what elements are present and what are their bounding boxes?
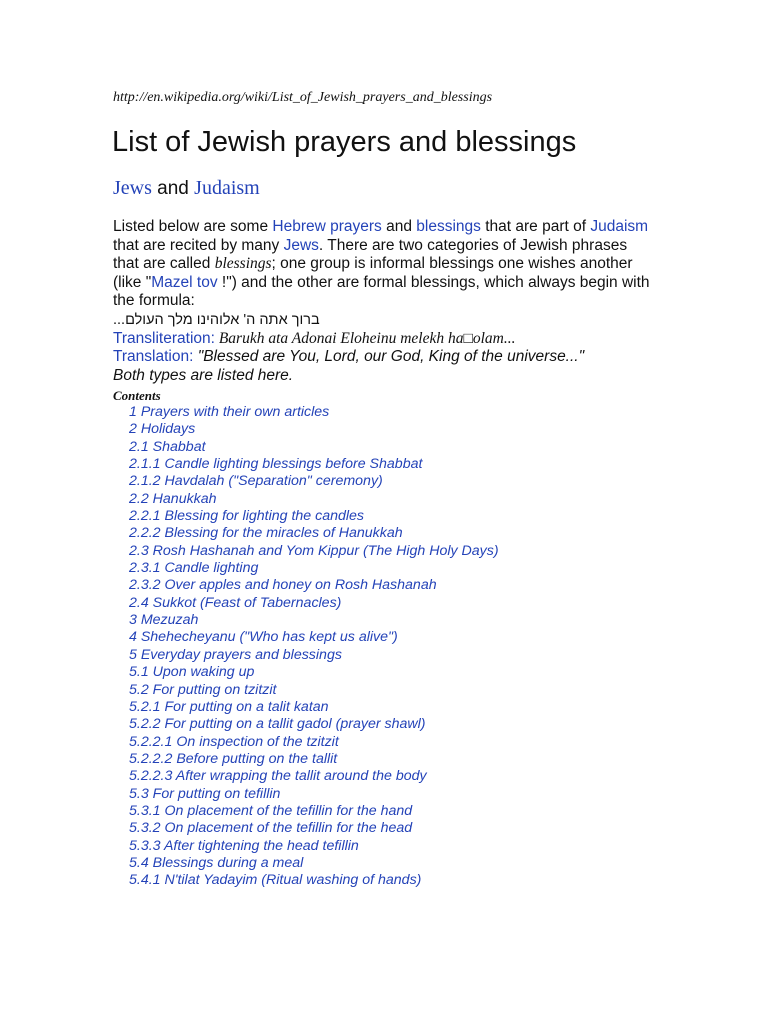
- intro-text: that are recited by many: [113, 236, 284, 254]
- toc-item[interactable]: 5.2.1 For putting on a talit katan: [129, 698, 329, 715]
- toc-item[interactable]: 5.3 For putting on tefillin: [129, 785, 281, 802]
- judaism-inline-link[interactable]: Judaism: [590, 218, 649, 235]
- toc-item[interactable]: 5 Everyday prayers and blessings: [129, 646, 342, 663]
- subtitle-and: and: [157, 178, 189, 199]
- translation-text: "Blessed are You, Lord, our God, King of the universe...": [193, 348, 585, 366]
- hebrew-formula: ברוך אתה ה' אלוהינו מלך העולם...: [113, 311, 320, 328]
- toc-item[interactable]: 2.2.1 Blessing for lighting the candles: [129, 508, 365, 525]
- toc-item[interactable]: 2.1 Shabbat: [129, 438, 206, 455]
- jews-link[interactable]: Jews: [113, 177, 152, 199]
- page-title: List of Jewish prayers and blessings: [112, 126, 577, 158]
- toc-item[interactable]: 2.2 Hanukkah: [129, 490, 217, 507]
- toc-item[interactable]: 5.2.2.2 Before putting on the tallit: [129, 750, 338, 767]
- toc-item[interactable]: 5.3.3 After tightening the head tefillin: [129, 837, 359, 854]
- transliteration-text: Barukh ata Adonai Eloheinu melekh ha□olam...: [214, 329, 516, 347]
- source-url: http://en.wikipedia.org/wiki/List_of_Jewish_prayers_and_blessings: [113, 90, 493, 105]
- intro-text: ; one group is informal blessings one wishes another (like ": [113, 255, 633, 291]
- intro-text: !") and the other are formal blessings, which always begin with the formula:: [113, 273, 650, 310]
- hebrew-prayers-link[interactable]: Hebrew prayers: [272, 218, 382, 235]
- intro-text: that are part of: [480, 218, 591, 235]
- toc-item[interactable]: 5.2.2.3 After wrapping the tallit around the body: [129, 768, 427, 785]
- toc-item[interactable]: 2.2.2 Blessing for the miracles of Hanukkah: [129, 525, 403, 542]
- toc-item[interactable]: 5.3.1 On placement of the tefillin for the hand: [129, 802, 413, 819]
- table-of-contents: [129, 404, 499, 890]
- judaism-link[interactable]: Judaism: [194, 177, 260, 199]
- toc-item[interactable]: 4 Shehecheyanu ("Who has kept us alive"): [129, 629, 398, 646]
- intro-body: [113, 218, 653, 385]
- jews-inline-link[interactable]: Jews: [283, 236, 319, 254]
- transliteration-label[interactable]: Transliteration:: [113, 329, 215, 347]
- toc-item[interactable]: 5.4 Blessings during a meal: [129, 854, 304, 871]
- mazel-tov-link[interactable]: Mazel tov: [151, 273, 218, 291]
- translation-label[interactable]: Translation:: [113, 348, 194, 366]
- blessings-link[interactable]: blessings: [416, 218, 481, 235]
- toc-item[interactable]: 5.2.2.1 On inspection of the tzitzit: [129, 733, 339, 750]
- contents-heading: Contents: [113, 388, 161, 403]
- intro-text: . There are two categories of Jewish phrases that are called: [113, 236, 628, 273]
- both-types-note: Both types are listed here.: [113, 366, 294, 384]
- toc-item[interactable]: 2.3.2 Over apples and honey on Rosh Hashanah: [129, 577, 437, 594]
- blessings-italic: blessings: [214, 255, 272, 273]
- toc-item[interactable]: 2 Holidays: [129, 421, 196, 438]
- intro-text: and: [381, 218, 417, 235]
- transliteration-line: [113, 330, 653, 349]
- toc-item[interactable]: 5.2.2 For putting on a tallit gadol (prayer shawl): [129, 716, 426, 733]
- toc-item[interactable]: 2.4 Sukkot (Feast of Tabernacles): [129, 594, 342, 611]
- toc-item[interactable]: 2.1.1 Candle lighting blessings before Shabbat: [129, 456, 423, 473]
- toc-item[interactable]: 1 Prayers with their own articles: [129, 404, 330, 420]
- toc-item[interactable]: 3 Mezuzah: [129, 612, 199, 629]
- toc-item[interactable]: 5.2 For putting on tzitzit: [129, 681, 277, 698]
- intro-text: Listed below are some: [113, 218, 273, 235]
- subtitle: [113, 175, 260, 202]
- toc-item[interactable]: 5.3.2 On placement of the tefillin for the head: [129, 820, 413, 837]
- translation-line: [113, 348, 653, 367]
- toc-item[interactable]: 5.1 Upon waking up: [129, 664, 255, 681]
- toc-item[interactable]: 2.3 Rosh Hashanah and Yom Kippur (The High Holy Days): [129, 542, 499, 559]
- toc-item[interactable]: 2.1.2 Havdalah ("Separation" ceremony): [129, 473, 383, 490]
- toc-item[interactable]: 5.4.1 N'tilat Yadayim (Ritual washing of hands): [129, 872, 422, 889]
- intro-paragraph: [113, 218, 653, 311]
- toc-item[interactable]: 2.3.1 Candle lighting: [129, 560, 259, 577]
